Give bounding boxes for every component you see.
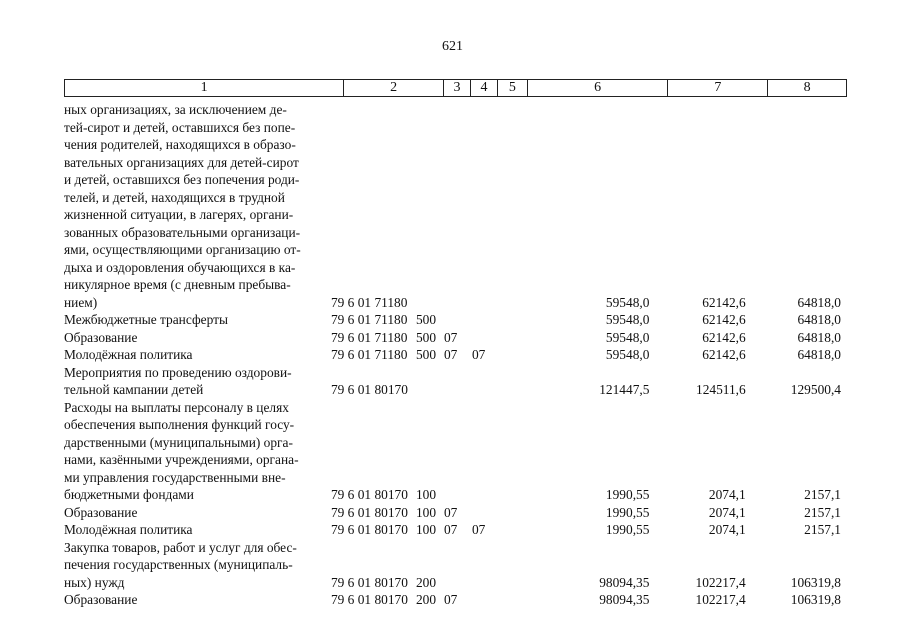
table-row <box>64 539 847 592</box>
row-value-8: 106319,8 <box>790 592 841 607</box>
description-line: Образование <box>64 329 138 345</box>
table-row <box>64 329 847 347</box>
table-body <box>64 101 847 609</box>
description-line: Межбюджетные трансферты <box>64 312 228 327</box>
description-line: нием) <box>64 294 98 310</box>
row-col-4: 07 <box>443 329 458 345</box>
description-line: телей, и детей, находящихся в трудной <box>64 189 285 205</box>
row-col-5: 07 <box>471 522 486 537</box>
description-line: Мероприятия по проведению оздорови- <box>64 364 292 380</box>
row-col-4: 07 <box>443 504 458 520</box>
row-description <box>64 364 320 399</box>
row-value-8: 129500,4 <box>790 382 841 397</box>
row-description <box>64 101 320 311</box>
row-code: 79 6 01 80170 <box>330 592 408 607</box>
description-line: ных) нужд <box>64 574 125 590</box>
row-value-7: 62142,6 <box>702 329 746 345</box>
description-line: никулярное время (с дневным пребыва- <box>64 277 291 292</box>
description-line: вательных организациях для детей-сирот <box>64 154 299 170</box>
row-value-6: 1990,55 <box>605 487 650 502</box>
table-row <box>64 346 847 364</box>
row-col-3: 200 <box>415 592 437 607</box>
table-row <box>64 101 847 311</box>
table-row <box>64 591 847 609</box>
row-value-7: 124511,6 <box>696 382 746 397</box>
row-value-8: 64818,0 <box>797 329 841 345</box>
page-number: 621 <box>442 39 463 54</box>
row-value-8: 2157,1 <box>804 487 841 502</box>
row-code: 79 6 01 71180 <box>330 329 408 345</box>
row-col-3: 100 <box>415 487 437 502</box>
table-row <box>64 399 847 504</box>
row-value-7: 2074,1 <box>708 522 746 537</box>
row-value-8: 64818,0 <box>797 347 841 362</box>
description-line: Образование <box>64 592 138 607</box>
row-code: 79 6 01 80170 <box>330 487 408 502</box>
row-code: 79 6 01 71180 <box>330 312 408 327</box>
row-col-3: 500 <box>415 329 437 345</box>
row-value-8: 2157,1 <box>804 504 841 520</box>
row-value-7: 62142,6 <box>702 294 746 310</box>
row-value-7: 62142,6 <box>702 312 746 327</box>
description-line: тей-сирот и детей, оставшихся без попе- <box>64 119 296 135</box>
row-value-7: 102217,4 <box>695 592 746 607</box>
description-line: зованных образовательными организаци- <box>64 224 301 240</box>
row-col-4: 07 <box>443 592 458 607</box>
row-description <box>64 591 320 609</box>
table-row <box>64 364 847 399</box>
row-col-5: 07 <box>471 347 486 362</box>
row-col-4: 07 <box>443 347 458 362</box>
row-value-6: 59548,0 <box>605 312 650 327</box>
row-col-3: 100 <box>415 504 437 520</box>
row-description <box>64 539 320 592</box>
header-col-8: 8 <box>803 80 811 95</box>
header-col-1: 1 <box>65 80 344 96</box>
description-line: нами, казёнными учреждениями, органа- <box>64 452 299 467</box>
row-col-4: 07 <box>443 522 458 537</box>
row-code: 79 6 01 80170 <box>330 382 408 397</box>
table-header-row <box>64 79 847 97</box>
description-line: Образование <box>64 504 138 520</box>
row-code: 79 6 01 80170 <box>330 522 408 537</box>
row-value-8: 64818,0 <box>797 294 841 310</box>
row-value-8: 2157,1 <box>804 522 841 537</box>
description-line: бюджетными фондами <box>64 487 194 502</box>
description-line: ми управления государственными вне- <box>64 469 286 485</box>
row-value-6: 1990,55 <box>605 504 650 520</box>
row-code: 79 6 01 71180 <box>330 347 408 362</box>
row-description <box>64 346 320 364</box>
row-value-6: 59548,0 <box>605 329 650 345</box>
table-row <box>64 504 847 522</box>
row-value-7: 62142,6 <box>702 347 746 362</box>
header-col-6: 6 <box>528 80 669 96</box>
row-code: 79 6 01 80170 <box>330 504 408 520</box>
description-line: ных организациях, за исключением де- <box>64 102 287 117</box>
row-value-8: 106319,8 <box>790 574 841 590</box>
header-col-5: 5 <box>498 80 528 96</box>
row-description <box>64 311 320 329</box>
row-description <box>64 399 320 504</box>
table-row <box>64 521 847 539</box>
row-description <box>64 504 320 522</box>
row-value-6: 59548,0 <box>605 294 650 310</box>
description-line: обеспечения выполнения функций госу- <box>64 417 295 432</box>
description-line: Закупка товаров, работ и услуг для обес- <box>64 539 297 555</box>
row-description <box>64 521 320 539</box>
row-col-3: 500 <box>415 312 437 327</box>
row-description <box>64 329 320 347</box>
row-value-6: 98094,35 <box>599 574 650 590</box>
row-col-3: 500 <box>415 347 437 362</box>
row-value-8: 64818,0 <box>797 312 841 327</box>
row-col-3: 200 <box>415 574 437 590</box>
row-code: 79 6 01 71180 <box>330 294 408 310</box>
description-line: печения государственных (муниципаль- <box>64 557 293 572</box>
description-line: ями, осуществляющими организацию от- <box>64 242 301 257</box>
header-col-2: 2 <box>344 80 444 96</box>
header-col-7: 7 <box>668 80 768 96</box>
header-col-3: 3 <box>444 80 471 96</box>
row-value-7: 2074,1 <box>708 504 746 520</box>
description-line: дыха и оздоровления обучающихся в ка- <box>64 259 296 275</box>
row-value-7: 2074,1 <box>708 487 746 502</box>
description-line: Молодёжная политика <box>64 347 193 362</box>
description-line: Молодёжная политика <box>64 522 193 537</box>
header-col-4: 4 <box>471 80 498 96</box>
row-value-6: 1990,55 <box>605 522 650 537</box>
row-value-6: 98094,35 <box>599 592 650 607</box>
row-value-7: 102217,4 <box>695 574 746 590</box>
description-line: чения родителей, находящихся в образо- <box>64 137 296 152</box>
row-col-3: 100 <box>415 522 437 537</box>
description-line: тельной кампании детей <box>64 382 204 397</box>
description-line: дарственными (муниципальными) орга- <box>64 434 293 450</box>
description-line: жизненной ситуации, в лагерях, органи- <box>64 207 294 222</box>
table-row <box>64 311 847 329</box>
row-code: 79 6 01 80170 <box>330 574 408 590</box>
row-value-6: 121447,5 <box>599 382 650 397</box>
description-line: Расходы на выплаты персоналу в целях <box>64 399 289 415</box>
row-value-6: 59548,0 <box>605 347 650 362</box>
description-line: и детей, оставшихся без попечения роди- <box>64 172 300 187</box>
